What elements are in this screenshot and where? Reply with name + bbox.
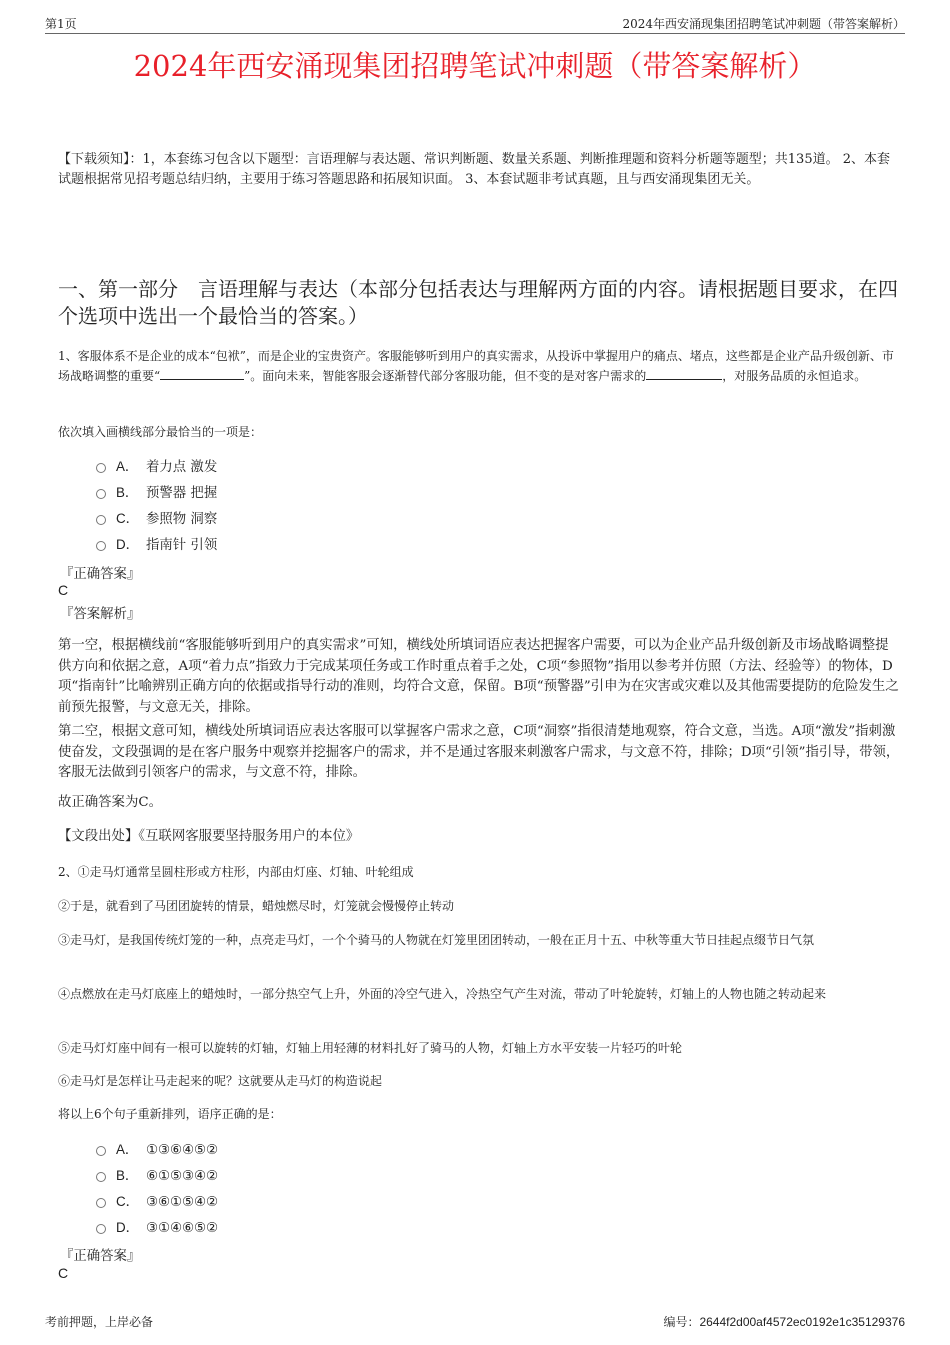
page-number: 第1页	[45, 17, 77, 31]
analysis-paragraph-1: 第一空，根据横线前“客服能够听到用户的真实需求”可知，横线处所填词语应表达把握客户需要，可以为企业产品升级创新及市场战略调整提供方向和依据之意，A项“着力点”指致力于完成某项任务或工作时重点着手之处，C项“参照物”指用以参考并仿照（方法、经验等）的物体，D项“指南针”比喻辨别正确方向的依据或指导行动的准则，均符合文意，保留。B项“预警器”引申为在灾害或灾难以及其他需要提防的危险发生之前预先报警，与文意无关，排除。	[58, 638, 899, 715]
document-code: 2644f2d00af4572ec0192e1c35129376	[699, 1315, 905, 1329]
question-1-stem: 1、客服体系不是企业的成本“包袱”，而是企业的宝贵资产。客服能够听到用户的真实需求，从投诉中掌握用户的痛点、堵点，这些都是企业产品升级创新、市场战略调整的重要“ ”。面向未来，智能客服会逐渐替代部分客服功能，但不变的是对客户需求的 ，对服务品质的永恒追求。	[58, 349, 894, 383]
radio-icon[interactable]	[96, 463, 106, 473]
question-2-prompt: 将以上6个句子重新排列，语序正确的是：	[58, 1107, 282, 1121]
header-doc-title: 2024年西安涌现集团招聘笔试冲刺题（带答案解析）	[622, 17, 905, 31]
answer-blank-2	[646, 367, 722, 380]
page-title: 2024年西安涌现集团招聘笔试冲刺题（带答案解析）	[133, 49, 817, 83]
q2-option-a[interactable]: A． ①③⑥④⑤②	[96, 1139, 218, 1159]
question-2-sentence-6: ⑥走马灯是怎样让马走起来的呢？这就要从走马灯的构造说起	[58, 1074, 383, 1088]
correct-answer: C	[58, 582, 69, 598]
correct-answer: C	[58, 1265, 69, 1281]
q1-option-c[interactable]: C． 参照物 洞察	[96, 508, 217, 528]
radio-icon[interactable]	[96, 1224, 106, 1234]
answer-label: 『正确答案』	[60, 1249, 141, 1264]
radio-icon[interactable]	[96, 1172, 106, 1182]
question-2-sentence-2: ②于是，就看到了马团团旋转的情景，蜡烛燃尽时，灯笼就会慢慢停止转动	[58, 899, 455, 913]
footer-slogan: 考前押题，上岸必备	[45, 1315, 154, 1329]
section-heading: 一、第一部分 言语理解与表达（本部分包括表达与理解两方面的内容。请根据题目要求，在四个选项中选出一个最恰当的答案。）	[58, 277, 898, 328]
question-2-sentence-4: ④点燃放在走马灯底座上的蜡烛时，一部分热空气上升，外面的冷空气进入，冷热空气产生对流，带动了叶轮旋转，灯轴上的人物也随之转动起来	[58, 987, 827, 1001]
question-2-sentence-1: 2、①走马灯通常呈圆柱形或方柱形，内部由灯座、灯轴、叶轮组成	[58, 865, 414, 879]
radio-icon[interactable]	[96, 515, 106, 525]
q1-option-a[interactable]: A． 着力点 激发	[96, 456, 217, 476]
question-1-prompt: 依次填入画横线部分最恰当的一项是：	[58, 425, 263, 439]
radio-icon[interactable]	[96, 1198, 106, 1208]
radio-icon[interactable]	[96, 541, 106, 551]
q2-option-b[interactable]: B． ⑥①⑤③④②	[96, 1165, 218, 1185]
q2-option-d[interactable]: D． ③①④⑥⑤②	[96, 1217, 218, 1237]
footer-code: 编号：2644f2d00af4572ec0192e1c35129376	[663, 1315, 905, 1329]
analysis-conclusion: 故正确答案为C。	[58, 795, 162, 810]
answer-label: 『正确答案』	[60, 567, 141, 582]
answer-blank-1	[160, 367, 244, 380]
question-2-sentence-5: ⑤走马灯灯座中间有一根可以旋转的灯轴，灯轴上用轻薄的材料扎好了骑马的人物，灯轴上方水平安装一片轻巧的叶轮	[58, 1041, 683, 1055]
q1-option-b[interactable]: B． 预警器 把握	[96, 482, 217, 502]
q1-option-d[interactable]: D． 指南针 引领	[96, 534, 217, 554]
analysis-paragraph-2: 第二空，根据文意可知，横线处所填词语应表达客服可以掌握客户需求之意，C项“洞察”指很清楚地观察，符合文意，当选。A项“激发”指刺激使奋发，文段强调的是在客户服务中观察并挖掘客户的需求，并不是通过客服来刺激客户需求，与文意不符，排除；D项“引领”指引导，带领，客服无法做到引领客户的需求，与文意不符，排除。	[58, 724, 900, 780]
radio-icon[interactable]	[96, 489, 106, 499]
download-notice: 【下载须知】：1，本套练习包含以下题型：言语理解与表达题、常识判断题、数量关系题、判断推理题和资料分析题等题型；共135道。 2、本套试题根据常见招考题总结归纳，主要用于练习答题思路和拓展知识面。 3、本套试题非考试真题，且与西安涌现集团无关。	[58, 152, 890, 187]
q2-option-c[interactable]: C． ③⑥①⑤④②	[96, 1191, 218, 1211]
analysis-label: 『答案解析』	[60, 607, 141, 622]
question-2-sentence-3: ③走马灯，是我国传统灯笼的一种，点亮走马灯，一个个骑马的人物就在灯笼里团团转动，一般在正月十五、中秋等重大节日挂起点缀节日气氛	[58, 933, 815, 947]
page-header	[45, 13, 905, 34]
text-source: 【文段出处】《互联网客服要坚持服务用户的本位》	[58, 829, 360, 844]
radio-icon[interactable]	[96, 1146, 106, 1156]
